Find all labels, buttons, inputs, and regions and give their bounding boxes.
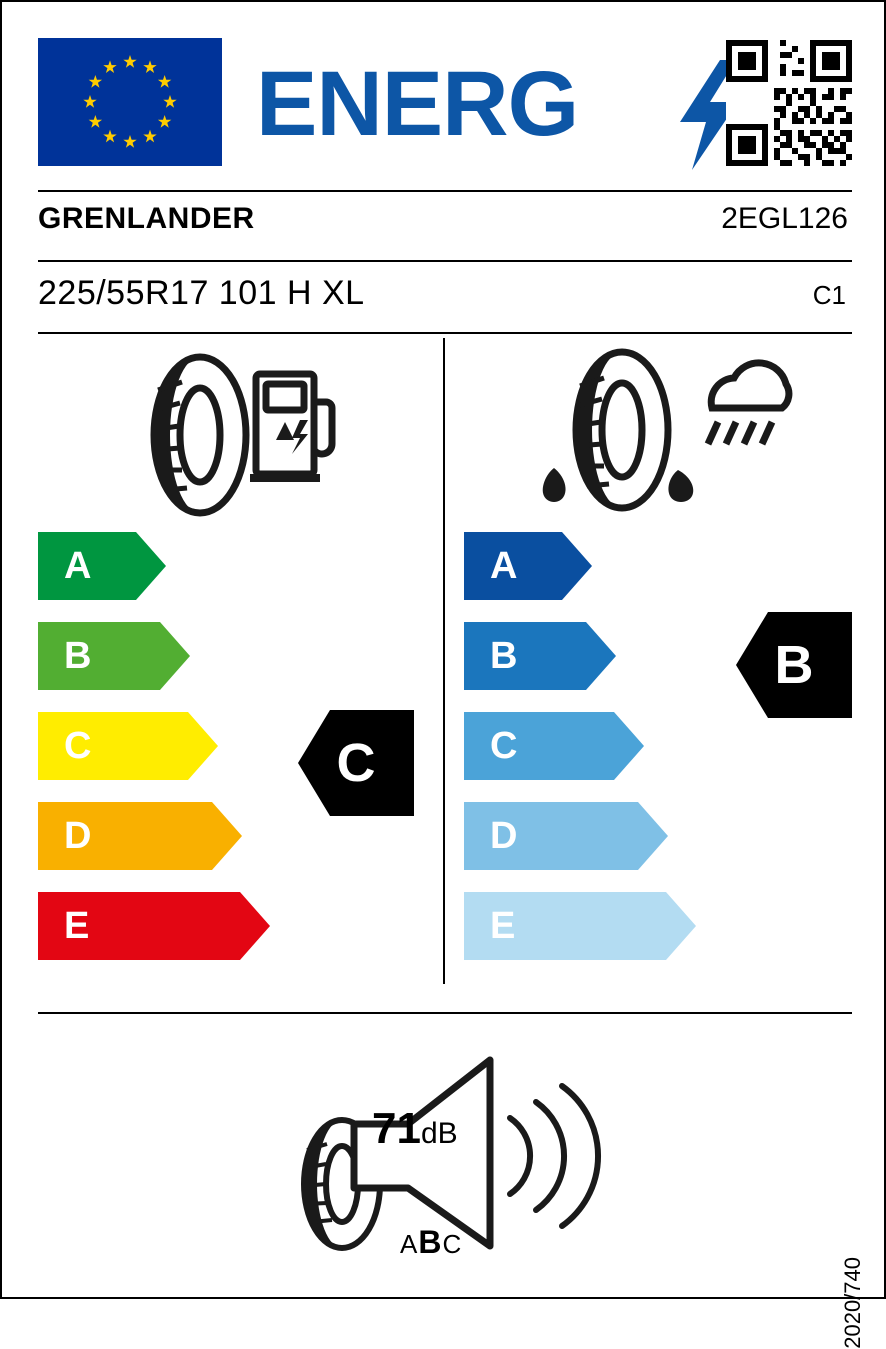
wet-grade-c: [464, 712, 517, 780]
external-rolling-noise-section: [282, 1046, 602, 1266]
tyre-fuel-pump-icon: [122, 350, 332, 518]
divider-line: [38, 1012, 852, 1014]
tyre-class: C1: [812, 280, 846, 310]
fuel-grade-c: [38, 712, 91, 780]
fuel-grade-d-label: D: [64, 815, 92, 857]
wet-grade-e-label: E: [490, 905, 516, 947]
fuel-efficiency-result-badge: [298, 710, 414, 816]
qr-code-icon: [726, 40, 852, 166]
fuel-grade-d: [38, 802, 91, 870]
page-title: ENERG: [256, 53, 579, 155]
supplier-brand: GRENLANDER: [38, 202, 255, 235]
fuel-grade-c-label: C: [64, 725, 92, 767]
tyre-rain-cloud-icon: [532, 350, 802, 518]
noise-unit: dB: [420, 1117, 458, 1150]
column-divider: [443, 338, 445, 984]
wet-grip-result-label: B: [774, 635, 814, 695]
fuel-grade-b-label: B: [64, 635, 92, 677]
divider-line: [38, 190, 852, 192]
wet-grade-d: [464, 802, 517, 870]
noise-class-c: C: [442, 1229, 463, 1259]
noise-class-a: A: [400, 1229, 419, 1259]
noise-class-b-selected: B: [418, 1224, 443, 1260]
fuel-efficiency-scale: [38, 532, 91, 982]
noise-class-scale: [400, 1224, 462, 1261]
wet-grade-d-label: D: [490, 815, 518, 857]
noise-value: [372, 1104, 458, 1154]
fuel-grade-e-label: E: [64, 905, 90, 947]
wet-grade-a: [464, 532, 517, 600]
wet-grade-a-label: A: [490, 545, 518, 587]
tyre-model-code: 2EGL126: [721, 202, 848, 235]
fuel-grade-b: [38, 622, 91, 690]
wet-grade-c-label: C: [490, 725, 518, 767]
eu-flag-icon: [38, 38, 222, 166]
fuel-efficiency-result-label: C: [336, 733, 376, 793]
wet-grip-result-badge: [736, 612, 852, 718]
regulation-reference: 2020/740: [840, 1257, 865, 1349]
fuel-grade-e: [38, 892, 91, 960]
label-header: [38, 34, 852, 174]
divider-line: [38, 332, 852, 334]
divider-line: [38, 260, 852, 262]
wet-grade-b: [464, 622, 517, 690]
wet-grade-b-label: B: [490, 635, 518, 677]
wet-grade-e: [464, 892, 517, 960]
wet-grip-scale: [464, 532, 517, 982]
fuel-grade-a: [38, 532, 91, 600]
noise-value-number: 71: [372, 1104, 421, 1153]
fuel-grade-a-label: A: [64, 545, 92, 587]
tyre-size-designation: 225/55R17 101 H XL: [38, 274, 365, 312]
